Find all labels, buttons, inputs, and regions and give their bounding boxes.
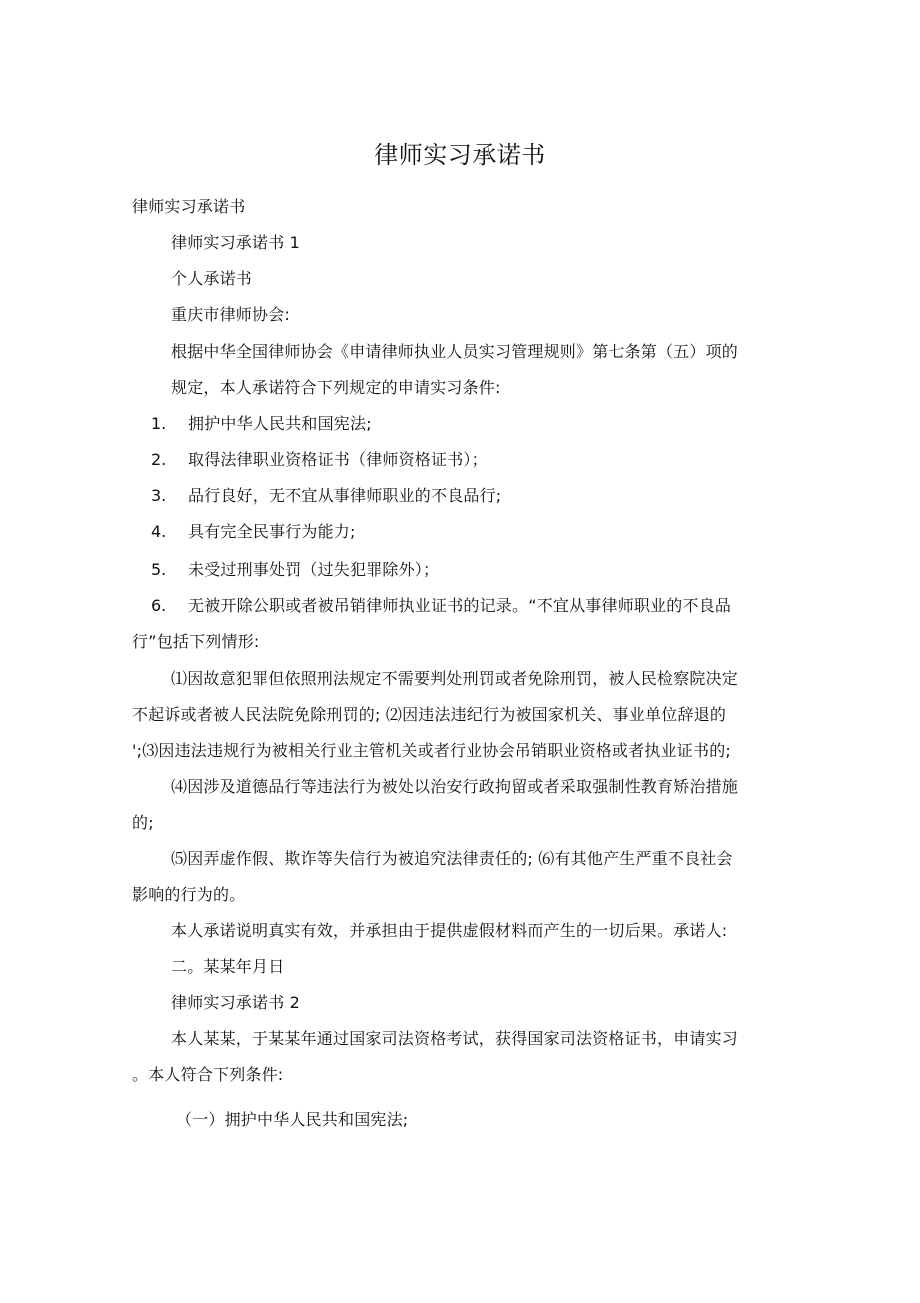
condition6-continuation: 行”包括下列情形: [132, 632, 260, 651]
section2-heading: 律师实习承诺书 2 [171, 993, 301, 1012]
intro-line-1: 根据中华全国律师协会《申请律师执业人员实习管理规则》第七条第（五）项的 [171, 342, 739, 361]
addressee: 重庆市律师协会: [171, 305, 290, 324]
paragraph-3-line-1: ⑸因弄虚作假、欺诈等失信行为被追究法律责任的; ⑹有其他产生严重不良社会 [171, 849, 733, 868]
condition-number: 5. [151, 560, 167, 579]
paragraph-2-line-2: 的; [132, 813, 154, 832]
section1-heading: 律师实习承诺书 1 [171, 233, 301, 252]
page-title: 律师实习承诺书 [374, 141, 546, 169]
condition-number: 1. [151, 414, 167, 433]
condition-number: 6. [151, 596, 167, 615]
pledge-statement: 本人承诺说明真实有效，并承担由于提供虚假材料而产生的一切后果。承诺人: [171, 921, 728, 940]
condition-text: 品行良好，无不宜从事律师职业的不良品行; [188, 486, 502, 505]
condition-text: 未受过刑事处罚（过失犯罪除外）； [188, 560, 440, 579]
paragraph-1-line-1: ⑴因故意犯罪但依照刑法规定不需要判处刑罚或者免除刑罚，被人民检察院决定 [171, 669, 739, 688]
paragraph-2-line-1: ⑷因涉及道德品行等违法行为被处以治安行政拘留或者采取强制性教育矫治措施 [171, 777, 739, 796]
condition-number: 4. [151, 522, 167, 541]
condition-text: 拥护中华人民共和国宪法; [188, 414, 372, 433]
paragraph-3-line-2: 影响的行为的。 [132, 885, 246, 904]
paragraph-1-line-3: ';⑶因违法违规行为被相关行业主管机关或者行业协会吊销职业资格或者执业证书的; [132, 741, 731, 760]
section2-paragraph-line-2: 。本人符合下列条件: [132, 1065, 284, 1084]
condition-text: 取得法律职业资格证书（律师资格证书）； [188, 450, 488, 469]
date-line: 二。某某年月日 [171, 957, 285, 976]
personal-pledge-heading: 个人承诺书 [171, 269, 253, 288]
condition-number: 2. [151, 450, 167, 469]
condition-number: 3. [151, 486, 167, 505]
condition-text: 无被开除公职或者被吊销律师执业证书的记录。“不宜从事律师职业的不良品 [188, 596, 732, 615]
section2-item-1: （一）拥护中华人民共和国宪法; [176, 1110, 409, 1129]
paragraph-1-line-2: 不起诉或者被人民法院免除刑罚的; ⑵因违法违纪行为被国家机关、事业单位辞退的 [132, 705, 727, 724]
document-subtitle: 律师实习承诺书 [132, 197, 246, 216]
section2-paragraph-line-1: 本人某某，于某某年通过国家司法资格考试，获得国家司法资格证书，申请实习 [171, 1029, 739, 1048]
intro-line-2: 规定，本人承诺符合下列规定的申请实习条件: [171, 378, 501, 397]
condition-text: 具有完全民事行为能力; [188, 522, 356, 541]
